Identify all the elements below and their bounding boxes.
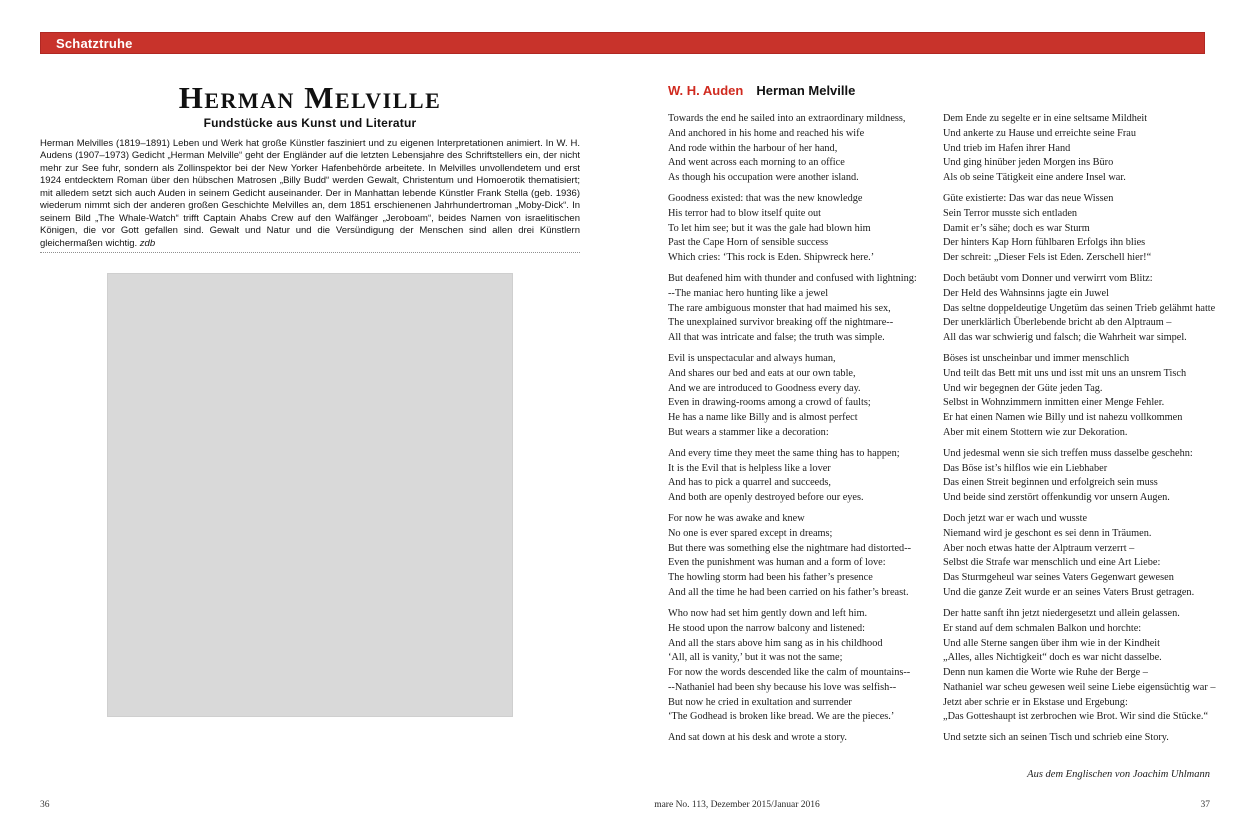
poem-line: Er hat einen Namen wie Billy und ist nahezu vollkommen [943,412,1183,424]
poem-header [668,83,855,98]
poem-stanza [668,192,948,266]
poem-line: And sat down at his desk and wrote a story. [668,732,847,744]
poem-line: For now the words descended like the calm of mountains-- [668,667,911,679]
poem-line: Und jedesmal wenn sie sich treffen muss dasselbe geschehn: [943,447,1193,459]
poem-line: Und ankerte zu Hause und erreichte seine Frau [943,127,1136,139]
section-banner [40,32,1205,54]
poem-line: Doch jetzt war er wach und wusste [943,513,1088,525]
poem-line: Doch betäubt vom Donner und verwirrt vom Blitz: [943,273,1153,285]
poem-line: ‘The Godhead is broken like bread. We are the pieces.’ [668,711,895,723]
poem-stanza [943,607,1223,725]
poem-line: Denn nun kamen die Worte wie Ruhe der Berge – [943,667,1148,679]
poem-line: And went across each morning to an office [668,157,845,169]
poem-english [668,112,948,752]
poem-line: Und wir begegnen der Güte jeden Tag. [943,382,1103,394]
poem-line: --The maniac hero hunting like a jewel [668,287,829,299]
poem-line: Der hatte sanft ihn jetzt niedergesetzt und allein gelassen. [943,608,1180,620]
poem-line: And shares our bed and eats at our own table, [668,367,856,379]
poem-line: Aber noch etwas hatte der Alptraum verzerrt – [943,542,1135,554]
poem-line: Past the Cape Horn of sensible success [668,237,829,249]
poem-line: Selbst die Strafe war menschlich und eine Art Liebe: [943,557,1161,569]
poem-stanza [668,112,948,186]
poem-line: All that was intricate and false; the truth was simple. [668,332,885,344]
poem-line: Jetzt aber schrie er in Ekstase und Ergebung: [943,696,1128,708]
poem-line: For now he was awake and knew [668,513,805,525]
poem-line: Der Held des Wahnsinns jagte ein Juwel [943,287,1109,299]
poem-line: No one is ever spared except in dreams; [668,527,833,539]
poem-line: --Nathaniel had been shy because his love was selfish-- [668,681,897,693]
poem-line: Der hinters Kap Horn fühlbaren Erfolgs ihn blies [943,237,1146,249]
poem-line: Goodness existed: that was the new knowledge [668,193,863,205]
poem-line: But now he cried in exultation and surrender [668,696,852,708]
poem-line: Und trieb im Hafen ihrer Hand [943,142,1071,154]
poem-line: Böses ist unscheinbar und immer menschlich [943,353,1130,365]
poem-line: Dem Ende zu segelte er in eine seltsame Mildheit [943,113,1148,124]
poem-line: But there was something else the nightmare had distorted-- [668,542,912,554]
poem-line: ‘All, all is vanity,’ but it was not the same; [668,652,843,664]
poem-line: His terror had to blow itself quite out [668,207,821,219]
issue-line: mare No. 113, Dezember 2015/Januar 2016 [654,800,820,810]
poem-line: Das seltne doppeldeutige Ungetüm das seinen Trieb gelähmt hatte [943,302,1216,314]
poem-line: Sein Terror musste sich entladen [943,207,1078,219]
poem-stanza [668,352,948,441]
section-banner-label: Schatztruhe [56,35,133,51]
poem-stanza [668,512,948,601]
poem-line: And both are openly destroyed before our eyes. [668,492,864,504]
poem-stanza [668,731,948,746]
page-number-right: 37 [1200,800,1210,810]
poem-line: Which cries: ‘This rock is Eden. Shipwreck here.’ [668,252,875,264]
poem-line: Aber mit einem Stottern wie zur Dekoration. [943,426,1128,438]
poem-stanza [668,447,948,506]
poem-stanza [668,272,948,346]
poem-stanza [943,352,1223,441]
poem-line: Selbst in Wohnzimmern inmitten einer Menge Fehler. [943,397,1165,409]
poem-line: „Alles, alles Nichtigkeit“ doch es war nicht dasselbe. [943,652,1162,664]
poem-line: Das einen Streit beginnen und erfolgreich sein muss [943,477,1158,489]
poem-line: And all the time he had been carried on his father’s breast. [668,586,909,598]
poem-line: The unexplained survivor breaking off the nightmare-- [668,317,894,329]
poem-line: He has a name like Billy and is almost perfect [668,412,858,424]
poem-title: Herman Melville [756,83,856,98]
poem-stanza [943,512,1223,601]
poem-line: Und teilt das Bett mit uns und isst mit uns an unsrem Tisch [943,367,1187,379]
artwork-image-placeholder [107,273,513,717]
poem-author: W. H. Auden [668,83,744,98]
translation-credit: Aus dem Englischen von Joachim Uhlmann [1027,769,1210,780]
poem-line: To let him see; but it was the gale had blown him [668,222,871,234]
poem-line: Und ging hinüber jeden Morgen ins Büro [943,157,1114,169]
poem-line: And rode within the harbour of her hand, [668,142,838,154]
poem-line: Der schreit: „Dieser Fels ist Eden. Zerschell hier!“ [943,252,1152,264]
poem-line: It is the Evil that is helpless like a lover [668,462,831,474]
page-number-left: 36 [40,800,50,810]
poem-stanza [943,112,1223,186]
intro-paragraph [40,138,580,250]
poem-line: The rare ambiguous monster that had maimed his sex, [668,302,891,314]
poem-line: Als ob seine Tätigkeit eine andere Insel war. [943,172,1126,183]
poem-line: Who now had set him gently down and left him. [668,608,868,620]
poem-line: Der unerklärlich Überlebende bricht ab den Alptraum – [943,317,1172,329]
poem-stanza [943,192,1223,266]
poem-line: As though his occupation were another island. [668,172,859,183]
poem-line: Niemand wird je geschont es sei denn in Träumen. [943,527,1152,539]
poem-line: But wears a stammer like a decoration: [668,426,829,438]
poem-line: He stood upon the narrow balcony and listened: [668,622,866,634]
poem-line: But deafened him with thunder and confused with lightning: [668,273,917,285]
poem-line: And we are introduced to Goodness every day. [668,382,861,394]
poem-line: Und die ganze Zeit wurde er an seines Vaters Brust getragen. [943,586,1195,598]
page-title: Herman Melville [178,80,442,115]
poem-line: All das war schwierig und falsch; die Wahrheit war simpel. [943,332,1187,344]
poem-line: Und setzte sich an seinen Tisch und schrieb eine Story. [943,732,1169,744]
intro-text: Herman Melvilles (1819–1891) Leben und Werk hat große Künstler fasziniert und zu eigenen Interpretationen animiert. In W. H. Audens (1907–1973) Gedicht „Herman Melville“ geht der Engländer auf die letzten Lebensjahre des Schriftstellers ein, der nicht mehr zur See fuhr, sondern als Zollinspektor bei der New Yorker Hafenbehörde arbeitete. In Melvilles unvollendetem und erst 1924 entdecktem Roman über den hübschen Matrosen „Billy Budd“ werden Gewalt, Christentum und Homoerotik thematisiert; mit alledem setzt sich auch Auden in seinem Gedicht auseinander. Der in Manhattan lebende Künstler Frank Stella (geb. 1936) wiederum nimmt sich der anderen großen Geschichte Melvilles an, dem 1851 erschienenen Jahrhundertroman „Moby-Dick“. In seinem Bild „The Whale-Watch“ trifft Captain Ahabs Crew auf den Walfänger „Jeroboam“, beides Namen von israelitischen Königen, die vor Gott gefallen sind. Gewalt und Natur und die Versündigung der Menschen sind allen drei Künstlern gleichermaßen wichtig. [40,138,580,249]
poem-line: Nathaniel war scheu gewesen weil seine Liebe eigensüchtig war – [943,681,1216,693]
poem-line: Er stand auf dem schmalen Balkon und horchte: [943,622,1142,634]
poem-line: Das Böse ist’s hilflos wie ein Liebhaber [943,462,1108,474]
poem-line: Das Sturmgeheul war seines Vaters Gegenwart gewesen [943,572,1174,584]
poem-line: Und beide sind zerstört offenkundig vor unsern Augen. [943,492,1170,504]
poem-line: Towards the end he sailed into an extraordinary mildness, [668,113,906,124]
poem-stanza [943,731,1223,746]
poem-stanza [943,447,1223,506]
poem-line: Even in drawing-rooms among a crowd of faults; [668,397,871,409]
poem-line: And has to pick a quarrel and succeeds, [668,477,831,489]
poem-line: And all the stars above him sang as in his childhood [668,637,883,649]
poem-line: And every time they meet the same thing has to happen; [668,447,900,459]
poem-line: Damit er’s sähe; doch es war Sturm [943,222,1090,234]
poem-stanza [943,272,1223,346]
page-subtitle: Fundstücke aus Kunst und Literatur [203,116,417,130]
poem-line: Und alle Sterne sangen über ihm wie in der Kindheit [943,637,1161,649]
poem-line: Even the punishment was human and a form of love: [668,557,886,569]
poem-line: The howling storm had been his father’s presence [668,572,873,584]
dotted-divider [40,252,580,253]
poem-line: And anchored in his home and reached his wife [668,127,865,139]
poem-stanza [668,607,948,725]
poem-line: Evil is unspectacular and always human, [668,353,836,365]
intro-byline: zdb [139,237,156,249]
poem-line: Güte existierte: Das war das neue Wissen [943,193,1114,205]
poem-line: „Das Gotteshaupt ist zerbrochen wie Brot. Wir sind die Stücke.“ [943,711,1209,723]
poem-german [943,112,1223,752]
